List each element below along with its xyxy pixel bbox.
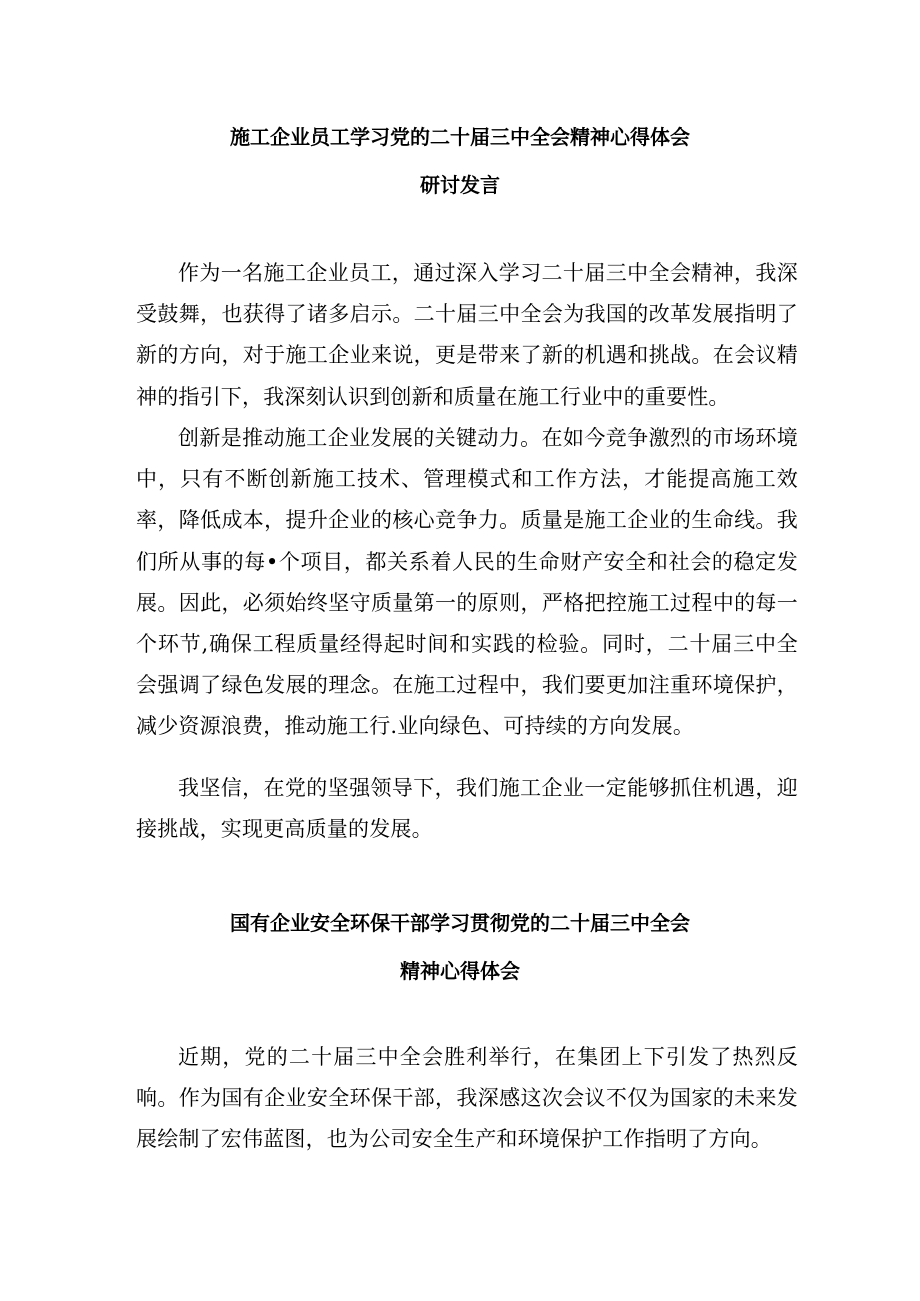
section1-title-line2: 研讨发言: [420, 173, 500, 197]
section1-paragraph-1: 作为一名施工企业员工，通过深入学习二十届三中全会精神，我深受鼓舞，也获得了诸多启示。二十届三中全会为我国的改革发展指明了新的方向，对于施工企业来说，更是带来了新的机遇和挑战。在会议精神的指引下，我深刻认识到创新和质量在施工行业中的重要性。: [136, 261, 798, 409]
section2-title-line1: 国有企业安全环保干部学习贯彻党的二十届三中全会: [230, 911, 690, 935]
section1-paragraph-2: 创新是推动施工企业发展的关键动力。在如今竞争激烈的市场环境中，只有不断创新施工技术、管理模式和工作方法，才能提高施工效率，降低成本，提升企业的核心竞争力。质量是施工企业的生命线。我们所从事的每•个项目，都关系着人民的生命财产安全和社会的稳定发展。因此，必须始终坚守质量第一的原则，严格把控施工过程中的每一个环节,确保工程质量经得起时间和实践的检验。同时，二十届三中全会强调了绿色发展的理念。在施工过程中，我们要更加注重环境保护，减少资源浪费，推动施工行.业向绿色、可持续的方向发展。: [136, 426, 798, 739]
section2-title-line2: 精神心得体会: [400, 959, 520, 983]
section1-title-line1: 施工企业员工学习党的二十届三中全会精神心得体会: [230, 125, 690, 149]
section1-paragraph-3: 我坚信，在党的坚强领导下，我们施工企业一定能够抓住机遇，迎接挑战，实现更高质量的发展。: [136, 776, 798, 842]
section2-paragraph-1: 近期，党的二十届三中全会胜利举行，在集团上下引发了热烈反响。作为国有企业安全环保干部，我深感这次会议不仅为国家的未来发展绘制了宏伟蓝图，也为公司安全生产和环境保护工作指明了方向。: [136, 1045, 798, 1152]
